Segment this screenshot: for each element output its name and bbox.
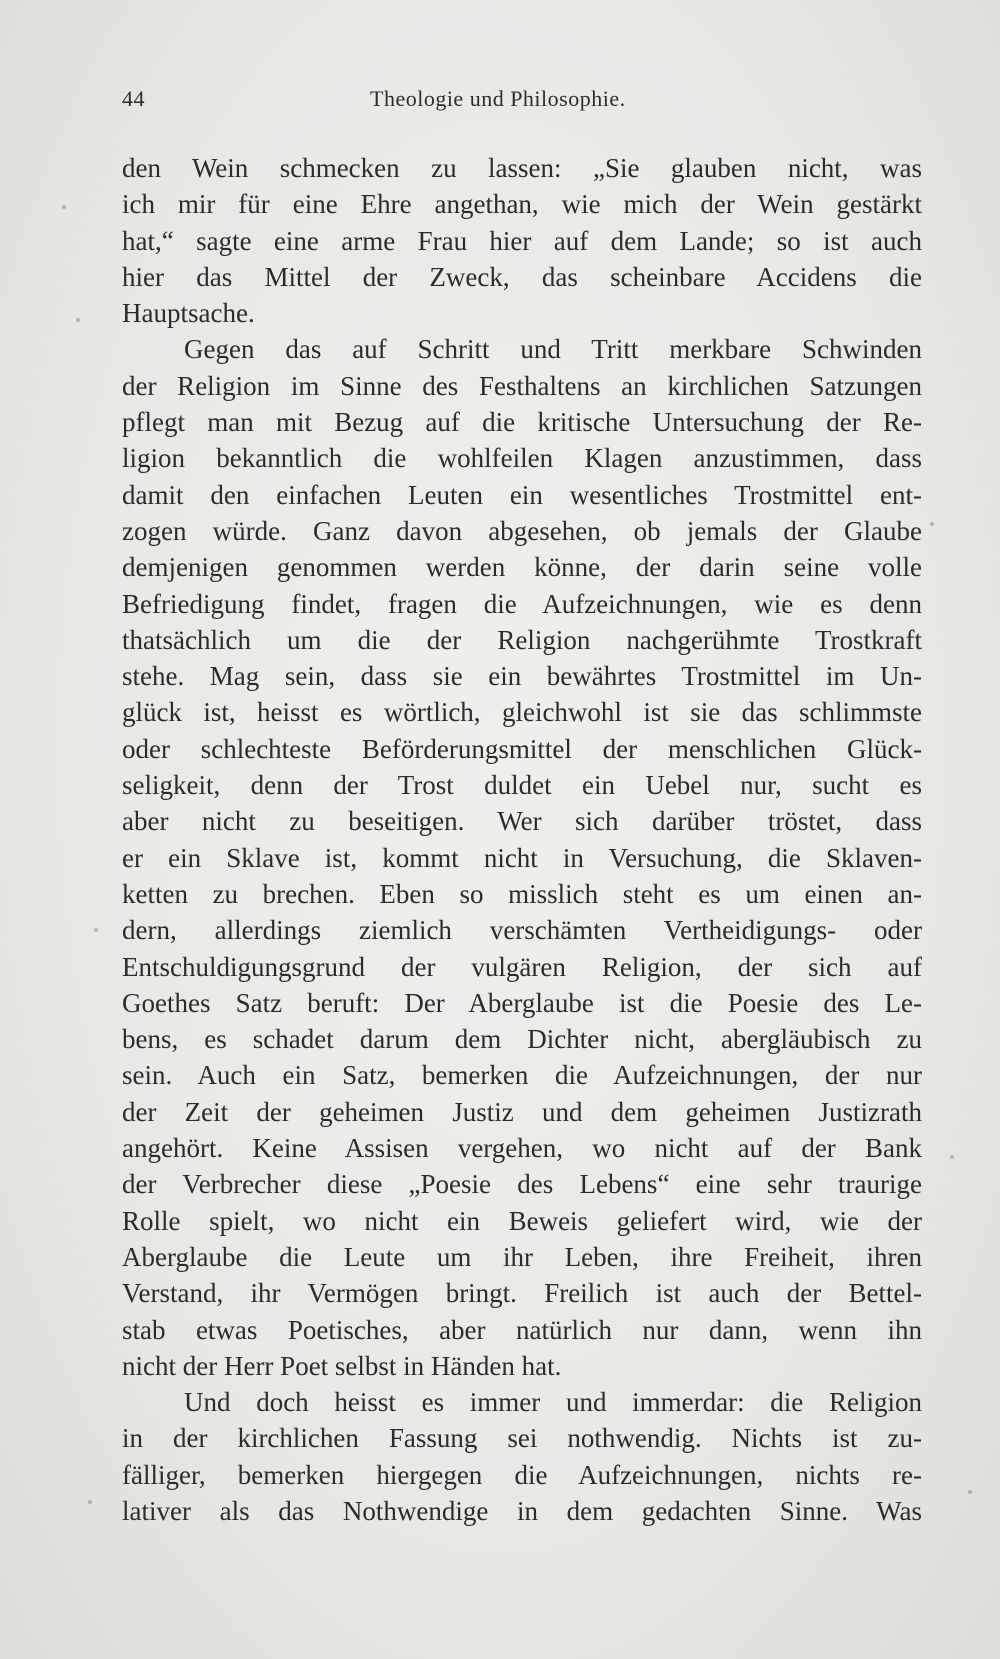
paper-speck	[62, 205, 66, 209]
text-line: aber nicht zu beseitigen. Wer sich darüber tröstet, dass	[122, 806, 922, 837]
text-line: Entschuldigungsgrund der vulgären Religion, der sich auf	[122, 951, 922, 982]
text-line: Rolle spielt, wo nicht ein Beweis geliefert wird, wie der	[122, 1205, 922, 1236]
text-line: glück ist, heisst es wörtlich, gleichwohl ist sie das schlimmste	[122, 697, 922, 728]
text-line: Verstand, ihr Vermögen bringt. Freilich ist auch der Bettel-	[122, 1278, 922, 1309]
text-line: lativer als das Nothwendige in dem gedachten Sinne. Was	[122, 1495, 922, 1526]
body-text	[122, 150, 922, 1529]
text-line: seligkeit, denn der Trost duldet ein Uebel nur, sucht es	[122, 770, 922, 801]
text-line: thatsächlich um die der Religion nachgerühmte Trostkraft	[122, 624, 922, 655]
text-line: er ein Sklave ist, kommt nicht in Versuchung, die Sklaven-	[122, 842, 922, 873]
text-line: fälliger, bemerken hiergegen die Aufzeichnungen, nichts re-	[122, 1459, 922, 1490]
text-line: Goethes Satz beruft: Der Aberglaube ist die Poesie des Le-	[122, 987, 922, 1018]
text-line: ketten zu brechen. Eben so misslich steht es um einen an-	[122, 878, 922, 909]
text-line: Aberglaube die Leute um ihr Leben, ihre Freiheit, ihren	[122, 1241, 922, 1272]
text-line: nicht der Herr Poet selbst in Händen hat.	[122, 1350, 562, 1381]
paragraph-start-line: Gegen das auf Schritt und Tritt merkbare Schwinden	[184, 334, 922, 365]
text-line: der Verbrecher diese „Poesie des Lebens“ eine sehr traurige	[122, 1169, 922, 1200]
text-line: Befriedigung findet, fragen die Aufzeichnungen, wie es denn	[122, 588, 922, 619]
paper-speck	[88, 1500, 92, 1504]
text-line: angehört. Keine Assisen vergehen, wo nicht auf der Bank	[122, 1133, 922, 1164]
paragraph-start-line: Und doch heisst es immer und immerdar: die Religion	[184, 1387, 922, 1418]
text-line: sein. Auch ein Satz, bemerken die Aufzeichnungen, der nur	[122, 1060, 922, 1091]
text-line: oder schlechteste Beförderungsmittel der menschlichen Glück-	[122, 733, 922, 764]
paper-speck	[930, 522, 934, 526]
text-line: dern, allerdings ziemlich verschämten Vertheidigungs- oder	[122, 915, 922, 946]
text-line: in der kirchlichen Fassung sei nothwendig. Nichts ist zu-	[122, 1423, 922, 1454]
text-line: zogen würde. Ganz davon abgesehen, ob jemals der Glaube	[122, 515, 922, 546]
text-line: stab etwas Poetisches, aber natürlich nur dann, wenn ihn	[122, 1314, 922, 1345]
text-line: der Zeit der geheimen Justiz und dem geheimen Justizrath	[122, 1096, 922, 1127]
text-line: Hauptsache.	[122, 298, 255, 329]
text-line: hat,“ sagte eine arme Frau hier auf dem Lande; so ist auch	[122, 225, 922, 256]
text-line: pflegt man mit Bezug auf die kritische Untersuchung der Re-	[122, 407, 922, 438]
running-head: Theologie und Philosophie.	[370, 86, 626, 111]
paper-speck	[968, 1490, 972, 1494]
page-header	[122, 86, 922, 122]
text-line: stehe. Mag sein, dass sie ein bewährtes Trostmittel im Un-	[122, 661, 922, 692]
paper-speck	[76, 318, 80, 322]
text-line: bens, es schadet darum dem Dichter nicht, abergläubisch zu	[122, 1024, 922, 1055]
text-line: den Wein schmecken zu lassen: „Sie glauben nicht, was	[122, 153, 922, 183]
text-line: hier das Mittel der Zweck, das scheinbare Accidens die	[122, 261, 922, 292]
paper-speck	[94, 928, 98, 932]
paper-speck	[950, 1155, 954, 1159]
text-line: der Religion im Sinne des Festhaltens an kirchlichen Satzungen	[122, 370, 922, 401]
text-line: demjenigen genommen werden könne, der darin seine volle	[122, 552, 922, 583]
text-line: ich mir für eine Ehre angethan, wie mich der Wein gestärkt	[122, 189, 922, 220]
page-number: 44	[122, 86, 145, 111]
text-line: damit den einfachen Leuten ein wesentliches Trostmittel ent-	[122, 479, 922, 510]
text-line: ligion bekanntlich die wohlfeilen Klagen anzustimmen, dass	[122, 443, 922, 474]
